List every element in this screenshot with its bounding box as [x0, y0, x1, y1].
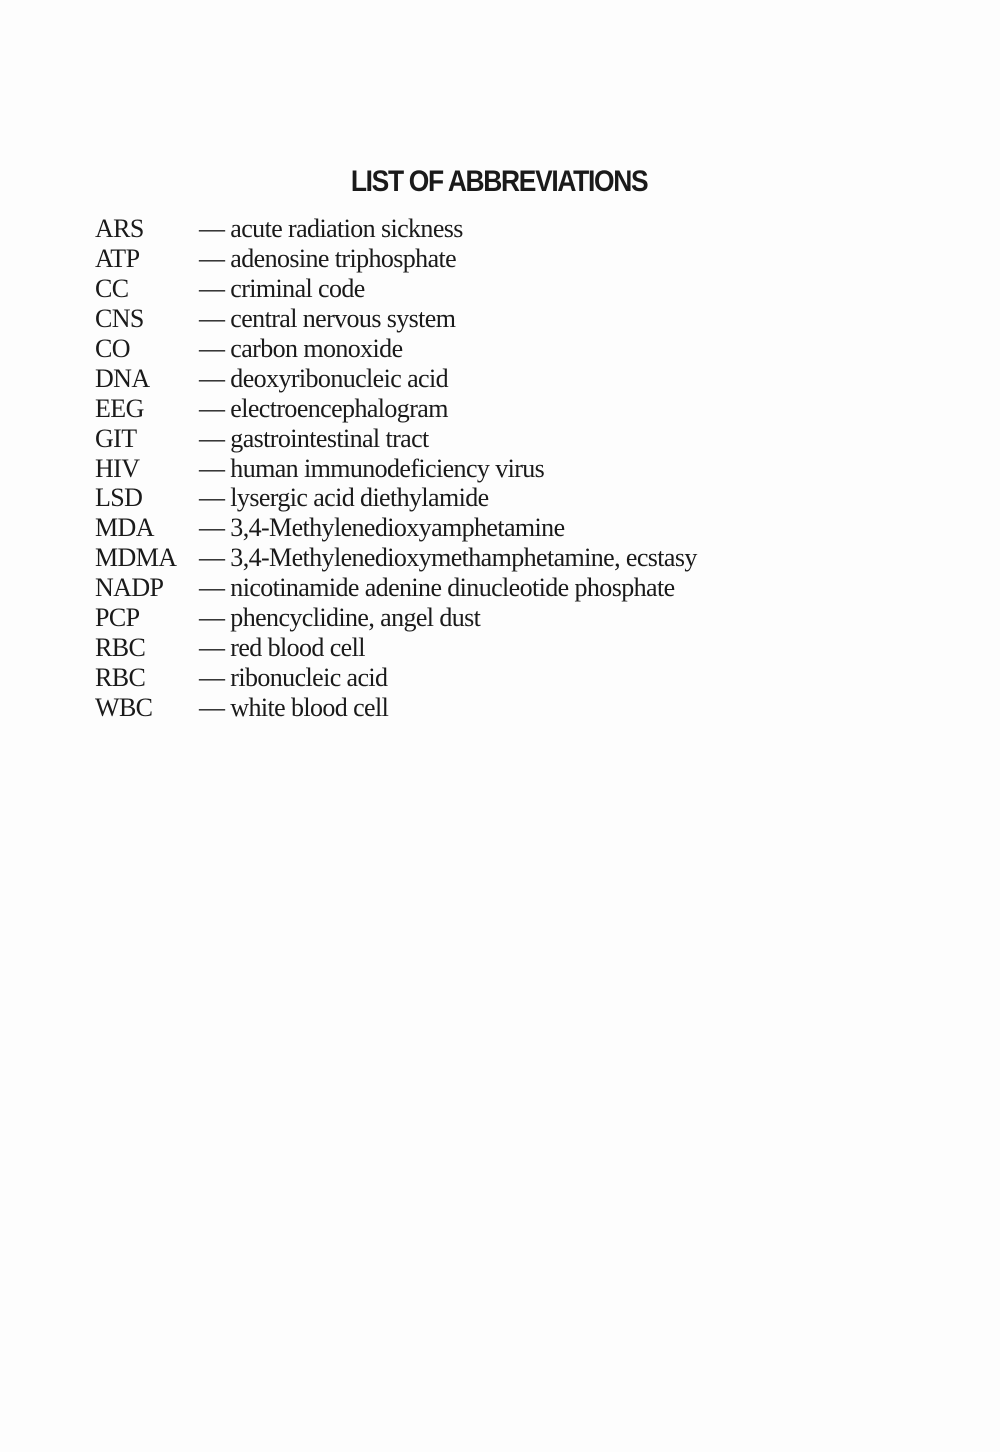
abbreviation-term: DNA	[95, 363, 150, 393]
list-item	[95, 483, 697, 513]
abbreviation-term: ARS	[95, 214, 144, 243]
list-item	[95, 274, 697, 304]
abbreviation-list	[95, 214, 697, 723]
list-item	[95, 394, 697, 424]
abbreviation-term: EEG	[95, 393, 144, 423]
abbreviation-definition: — adenosine triphosphate	[199, 243, 457, 273]
abbreviation-definition: — criminal code	[199, 273, 365, 303]
abbreviation-term: CC	[95, 273, 129, 303]
abbreviation-definition: — gastrointestinal tract	[199, 423, 429, 453]
abbreviation-definition: — phencyclidine, angel dust	[199, 603, 481, 633]
abbreviation-definition: — 3,4-Methylenedioxymethamphetamine, ecstasy	[199, 543, 697, 573]
abbreviation-term: CO	[95, 333, 130, 363]
list-item	[95, 214, 697, 244]
abbreviation-definition: — ribonucleic acid	[199, 663, 388, 693]
abbreviation-definition: — human immunodeficiency virus	[199, 453, 545, 483]
list-item	[95, 424, 697, 454]
abbreviation-definition: — deoxyribonucleic acid	[199, 363, 448, 393]
abbreviation-term: ATP	[95, 243, 140, 273]
list-item	[95, 573, 697, 603]
abbreviation-definition: — white blood cell	[199, 693, 389, 722]
abbreviation-term: GIT	[95, 423, 137, 453]
abbreviation-term: NADP	[95, 573, 164, 603]
abbreviation-term: RBC	[95, 663, 146, 693]
abbreviation-definition: — central nervous system	[199, 303, 456, 333]
list-item	[95, 244, 697, 274]
abbreviation-term: WBC	[95, 693, 153, 722]
abbreviation-definition: — lysergic acid diethylamide	[199, 483, 489, 513]
abbreviation-definition: — 3,4-Methylenedioxyamphetamine	[199, 513, 565, 543]
abbreviation-term: MDA	[95, 513, 154, 543]
list-item	[95, 304, 697, 334]
list-item	[95, 334, 697, 364]
list-item	[95, 513, 697, 543]
list-item	[95, 454, 697, 484]
list-item	[95, 663, 697, 693]
list-item	[95, 364, 697, 394]
abbreviation-definition: — electroencephalogram	[199, 393, 448, 423]
abbreviation-term: PCP	[95, 603, 140, 633]
abbreviation-definition: — nicotinamide adenine dinucleotide phosphate	[199, 573, 675, 603]
abbreviation-term: CNS	[95, 303, 144, 333]
page-title: LIST OF ABBREVIATIONS	[350, 165, 648, 198]
list-item	[95, 603, 697, 633]
list-item	[95, 633, 697, 663]
abbreviation-term: HIV	[95, 453, 140, 483]
abbreviation-term: RBC	[95, 633, 146, 663]
list-item	[95, 543, 697, 573]
abbreviation-definition: — carbon monoxide	[199, 333, 403, 363]
abbreviation-term: MDMA	[95, 543, 177, 573]
abbreviation-definition: — red blood cell	[199, 633, 365, 663]
abbreviation-definition: — acute radiation sickness	[199, 214, 463, 243]
list-item	[95, 693, 697, 723]
abbreviation-term: LSD	[95, 483, 143, 513]
